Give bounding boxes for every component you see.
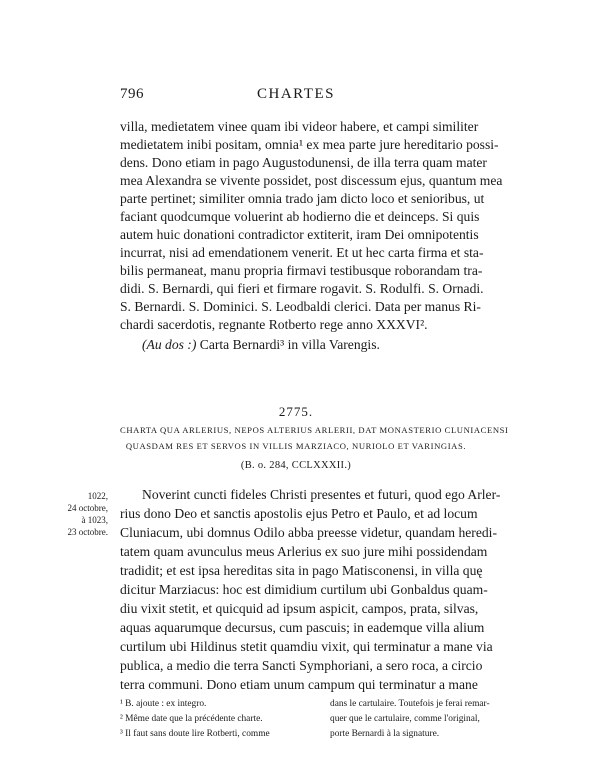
footnote-text: B. ajoute : ex integro. bbox=[125, 699, 207, 709]
charter-number: 2775. bbox=[278, 404, 314, 419]
margin-date-line: 1022, bbox=[87, 491, 108, 501]
footnote-mark: ² bbox=[120, 714, 123, 724]
footnote-2 bbox=[120, 712, 310, 726]
footnote-3 bbox=[120, 727, 310, 741]
footnote-text: Même date que la précédente charte. bbox=[125, 714, 263, 724]
text-line: tradidit; et est ipsa hereditas sita in pago Matisconensi, in villa quę bbox=[120, 563, 483, 578]
footnote-continuation-line: quer que le cartulaire, comme l'original, bbox=[330, 714, 480, 724]
text-line: curtilum ubi Hildinus stetit quamdiu vixit, qui terminatur a mane via bbox=[120, 639, 493, 654]
footnote-text: Il faut sans doute lire Rotberti, comme bbox=[125, 729, 270, 739]
text-line: publica, a medio die terra Sancti Symphoriani, a sero roca, a circio bbox=[120, 658, 483, 673]
footnote-continuation-line: porte Bernardi à la signature. bbox=[330, 729, 440, 739]
page-header bbox=[120, 86, 472, 106]
charter-summary-line: QUASDAM RES ET SERVOS IN VILLIS MARZIACO, NURIOLO ET VARINGIAS. bbox=[125, 441, 467, 451]
text-line: didi. S. Bernardi, qui fieri et firmare rogavit. S. Rodulfi. S. Ornadi. bbox=[120, 281, 484, 296]
text-line: incurrat, nisi ad emendationem venerit. Et ut hec carta firma et sta- bbox=[120, 245, 484, 260]
margin-date-line: 23 octobre. bbox=[67, 527, 108, 537]
dorse-text: Carta Bernardi³ in villa Varengis. bbox=[199, 337, 380, 352]
footnote-mark: ¹ bbox=[120, 699, 123, 709]
page-number: 796 bbox=[120, 86, 144, 102]
text-line: Cluniacum, ubi domnus Odilo abba preesse videtur, quandam heredi- bbox=[120, 525, 497, 540]
text-line: rius dono Deo et sanctis apostolis ejus Petro et Paulo, et ad locum bbox=[120, 506, 478, 521]
running-title: CHARTES bbox=[257, 86, 335, 102]
text-line: villa, medietatem vinee quam ibi videor habere, et campi similiter bbox=[120, 119, 479, 134]
text-line: terra communi. Dono etiam unum campum qui terminatur a mane bbox=[120, 677, 478, 692]
dorse-note bbox=[142, 336, 472, 354]
margin-date-line: 24 octobre, bbox=[67, 503, 108, 513]
text-line: dens. Dono etiam in pago Augustodunensi, de illa terra quam mater bbox=[120, 155, 487, 170]
text-line: aquas aquarumque decursus, cum pascuis; in eademque villa alium bbox=[120, 620, 485, 635]
text-line: tatem quam avunculus meus Arlerius ex suo jure mihi possidendam bbox=[120, 544, 488, 559]
charter-summary-line: CHARTA QUA ARLERIUS, NEPOS ALTERIUS ARLERII, DAT MONASTERIO CLUNIACENSI bbox=[120, 425, 509, 435]
footnote-1 bbox=[120, 697, 310, 711]
text-line: diu vixit stetit, et quicquid ad ipsum aspicit, campos, prata, silvas, bbox=[120, 601, 479, 616]
margin-date-line: à 1023, bbox=[81, 515, 108, 525]
text-line: mea Alexandra se vivente possidet, post discessum ejus, quantum mea bbox=[120, 173, 503, 188]
text-line: dicitur Marziacus: hoc est dimidium curtilum ubi Gonbaldus quam- bbox=[120, 582, 488, 597]
text-line: chardi sacerdotis, regnante Rotberto rege anno XXXVI². bbox=[120, 317, 428, 332]
text-line: bilis permaneat, manu propria firmavi testibusque roborandam tra- bbox=[120, 263, 483, 278]
text-line: Noverint cuncti fideles Christi presentes et futuri, quod ego Arler- bbox=[142, 487, 501, 502]
text-line: medietatem inibi positam, omnia¹ ex mea parte jure hereditario possi- bbox=[120, 137, 499, 152]
source-reference: (B. o. 284, CCLXXXII.) bbox=[240, 460, 352, 471]
footnote-continuation-line: dans le cartulaire. Toutefois je ferai remar- bbox=[330, 699, 490, 709]
footnote-mark: ³ bbox=[120, 729, 123, 739]
text-line: parte pertinet; similiter omnia trado jam dicto loco et senioribus, ut bbox=[120, 191, 485, 206]
text-line: autem huic donationi contradictor extiterit, iram Dei omnipotentis bbox=[120, 227, 479, 242]
text-line: faciant quodcumque voluerint ab hodierno die et deinceps. Si quis bbox=[120, 209, 480, 224]
text-line: S. Bernardi. S. Dominici. S. Leodbaldi clerici. Data per manus Ri- bbox=[120, 299, 481, 314]
dorse-label: (Au dos :) bbox=[142, 337, 197, 352]
